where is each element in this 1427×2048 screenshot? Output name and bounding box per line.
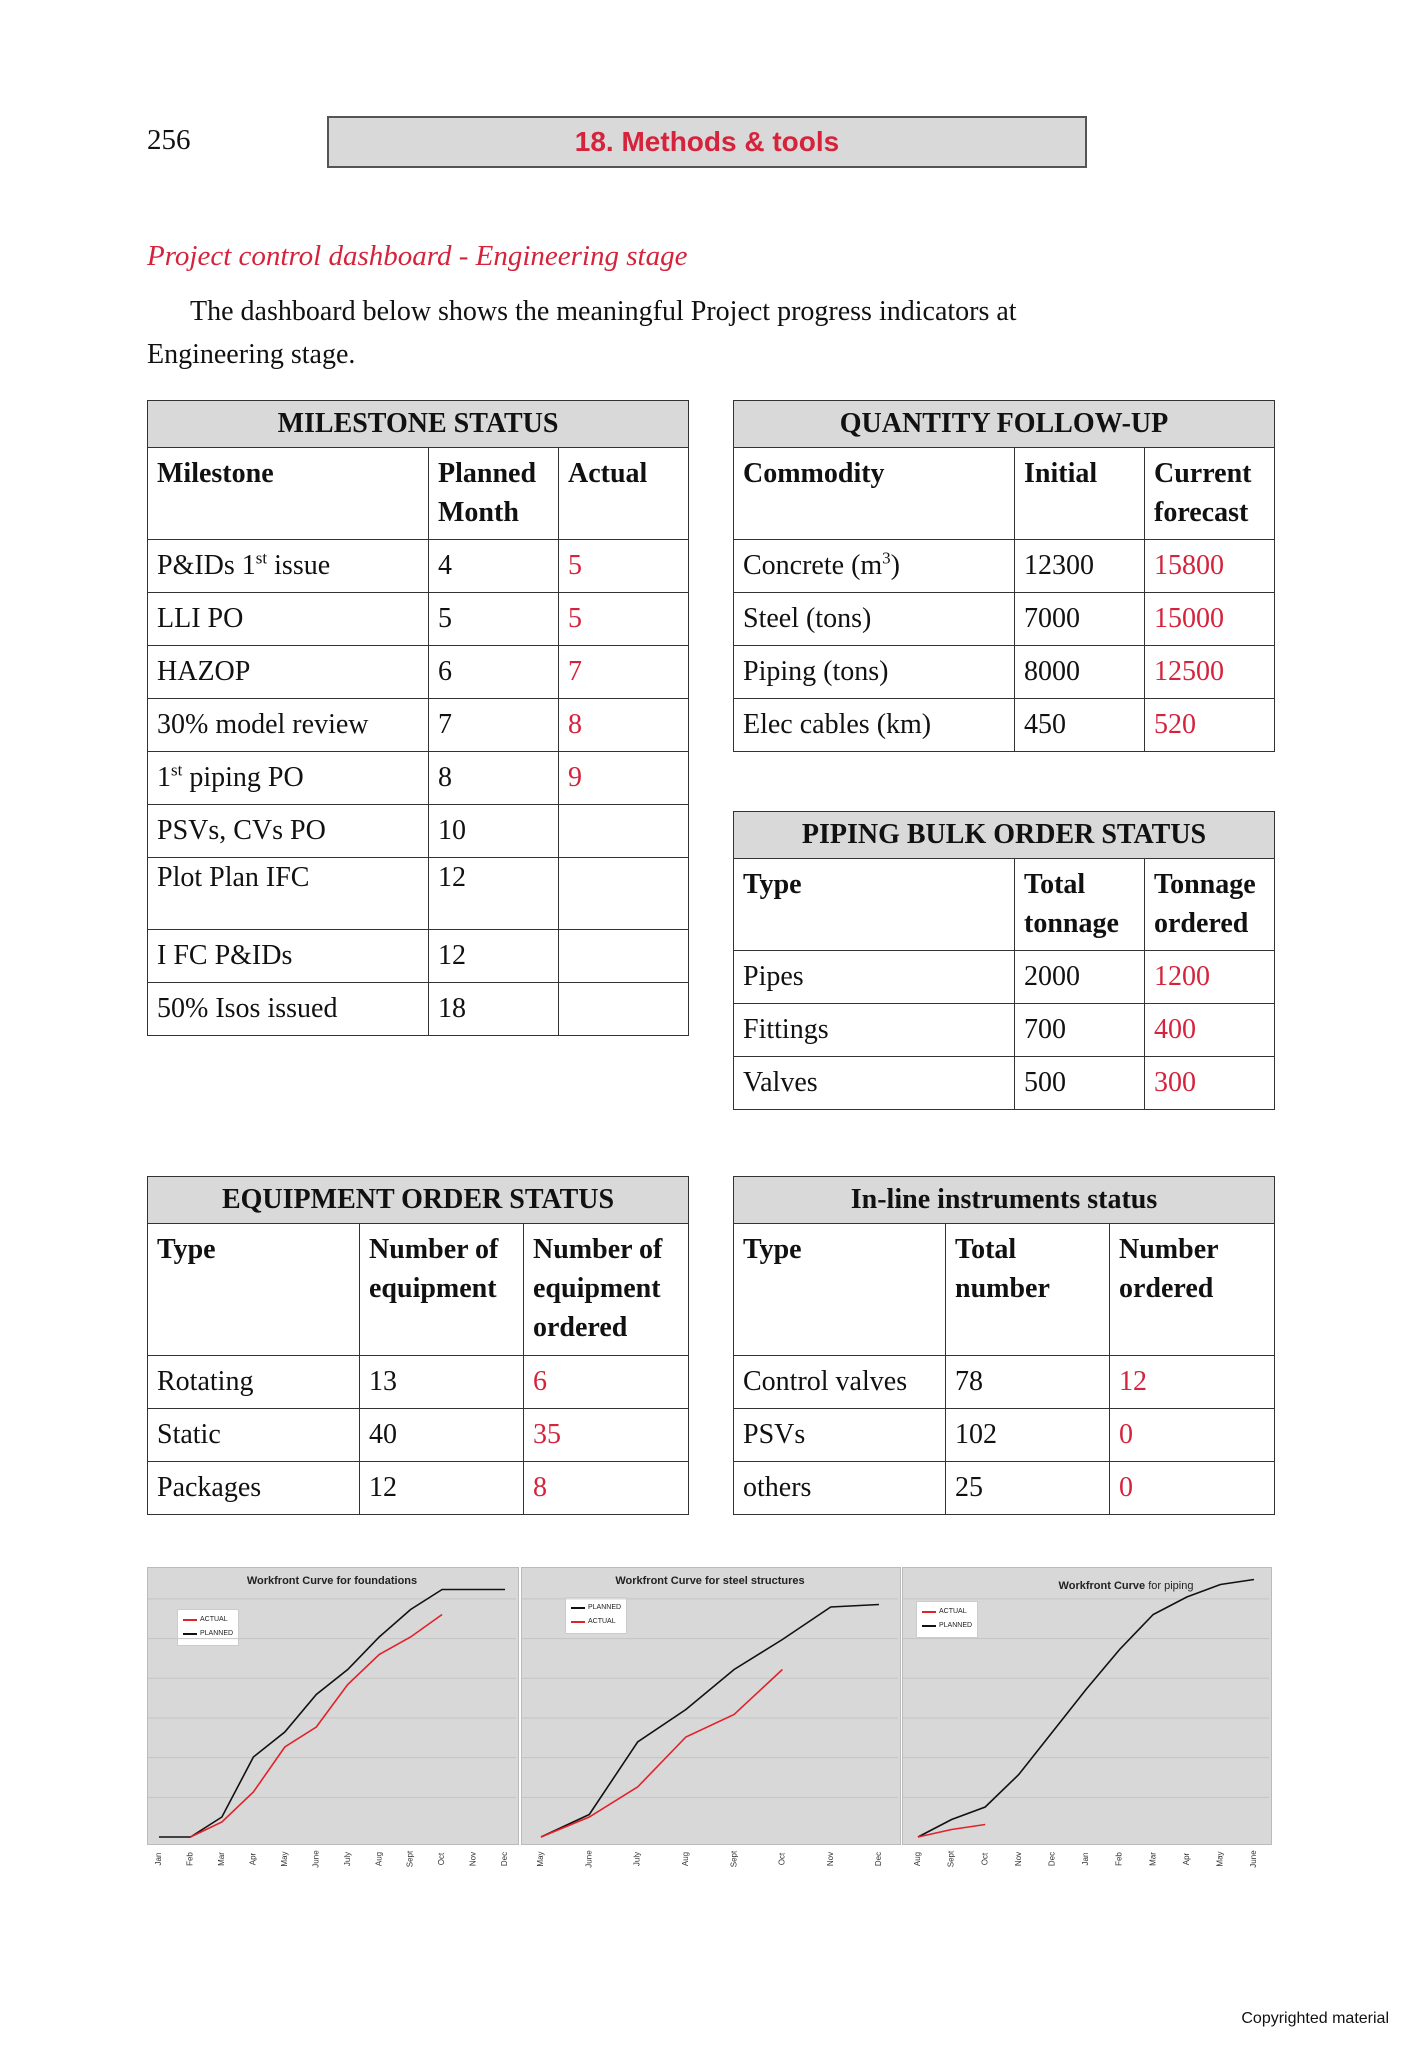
table-cell: Fittings — [734, 1004, 1015, 1057]
cell-text: piping PO — [182, 762, 304, 793]
table-row — [148, 1462, 689, 1515]
table-cell — [559, 805, 689, 858]
cell-text: PSVs, CVs PO — [157, 815, 326, 846]
x-tick-label: Aug — [680, 1851, 690, 1867]
intro-paragraph — [147, 290, 1277, 376]
table-cell: Control valves — [734, 1356, 946, 1409]
table-cell — [148, 805, 429, 858]
table-cell — [734, 593, 1015, 646]
column-header: Total number — [946, 1224, 1110, 1356]
table-cell: 500 — [1015, 1057, 1145, 1110]
series-line-actual — [541, 1670, 782, 1838]
chapter-title: 18. Methods & tools — [327, 116, 1087, 168]
piping-chart — [902, 1567, 1270, 1887]
legend-label: PLANNED — [200, 1630, 234, 1637]
table-cell: Pipes — [734, 951, 1015, 1004]
table-cell: Static — [148, 1409, 360, 1462]
chart-title: Workfront Curve for steel structures — [615, 1575, 805, 1587]
cell-text: 30% model review — [157, 709, 369, 740]
x-tick-label: Oct — [437, 1852, 447, 1866]
x-tick-label: Feb — [185, 1852, 195, 1866]
cell-text: Steel (tons) — [743, 603, 872, 634]
column-header: Type — [734, 859, 1015, 951]
section-title: Project control dashboard - Engineering stage — [147, 240, 688, 272]
table-cell: 12500 — [1145, 646, 1275, 699]
x-tick-label: Dec — [500, 1851, 510, 1867]
table-cell: 5 — [429, 593, 559, 646]
cell-text: Plot Plan IFC — [157, 862, 310, 893]
table-cell — [148, 930, 429, 983]
x-tick-label: May — [279, 1851, 289, 1867]
column-header: Actual — [559, 448, 689, 540]
x-tick-label: Nov — [468, 1851, 478, 1867]
table-cell: 0 — [1110, 1462, 1275, 1515]
table-caption: QUANTITY FOLLOW-UP — [734, 401, 1275, 448]
series-line-actual — [918, 1825, 985, 1838]
table-row — [148, 646, 689, 699]
table-row — [148, 752, 689, 805]
table-cell — [148, 752, 429, 805]
table-cell — [148, 593, 429, 646]
superscript: st — [171, 760, 183, 780]
x-tick-label: Sept — [405, 1850, 415, 1868]
cell-text: ) — [890, 550, 900, 581]
table-cell: 12300 — [1015, 540, 1145, 593]
table-cell: 8000 — [1015, 646, 1145, 699]
table-cell: 400 — [1145, 1004, 1275, 1057]
chart-svg — [147, 1567, 517, 1887]
column-header: Current forecast — [1145, 448, 1275, 540]
superscript: 3 — [882, 548, 891, 568]
table-caption: EQUIPMENT ORDER STATUS — [148, 1177, 689, 1224]
x-tick-label: Feb — [1114, 1852, 1124, 1866]
table-cell: 15800 — [1145, 540, 1275, 593]
table-cell: 13 — [360, 1356, 524, 1409]
series-line-planned — [159, 1590, 505, 1838]
column-header: Number of equipment — [360, 1224, 524, 1356]
table-row — [734, 540, 1275, 593]
table-cell: 7 — [429, 699, 559, 752]
table-cell: 2000 — [1015, 951, 1145, 1004]
table-cell: Valves — [734, 1057, 1015, 1110]
x-tick-label: Oct — [980, 1852, 990, 1866]
table-cell — [734, 699, 1015, 752]
table-cell: 40 — [360, 1409, 524, 1462]
table-cell: 5 — [559, 593, 689, 646]
table-cell: 0 — [1110, 1409, 1275, 1462]
table-cell — [148, 858, 429, 930]
column-header: Tonnage ordered — [1145, 859, 1275, 951]
cell-text: I FC P&IDs — [157, 940, 293, 971]
inline-instruments-table — [733, 1176, 1275, 1515]
x-tick-label: June — [584, 1850, 594, 1868]
table-cell: 300 — [1145, 1057, 1275, 1110]
table-row — [148, 540, 689, 593]
table-cell — [734, 540, 1015, 593]
table-cell — [148, 646, 429, 699]
cell-text: P&IDs 1 — [157, 550, 256, 581]
piping-bulk-order-table — [733, 811, 1275, 1110]
cell-text: Concrete (m — [743, 550, 883, 581]
table-row — [734, 593, 1275, 646]
table-row — [148, 983, 689, 1036]
column-header: Milestone — [148, 448, 429, 540]
table-row — [734, 951, 1275, 1004]
column-header: Type — [148, 1224, 360, 1356]
column-header: Commodity — [734, 448, 1015, 540]
legend-label: ACTUAL — [200, 1616, 228, 1623]
quantity-follow-up-table — [733, 400, 1275, 752]
table-caption: PIPING BULK ORDER STATUS — [734, 812, 1275, 859]
table-cell: 12 — [1110, 1356, 1275, 1409]
table-row — [148, 1356, 689, 1409]
cell-text: issue — [267, 550, 331, 581]
cell-text: 50% Isos issued — [157, 993, 338, 1024]
table-cell: 102 — [946, 1409, 1110, 1462]
table-cell: 7000 — [1015, 593, 1145, 646]
legend-label: PLANNED — [588, 1604, 622, 1611]
table-cell: 700 — [1015, 1004, 1145, 1057]
x-tick-label: Jan — [1081, 1852, 1091, 1866]
table-cell — [148, 540, 429, 593]
cell-text: Elec cables (km) — [743, 709, 932, 740]
foundations-chart — [147, 1567, 517, 1887]
x-tick-label: Apr — [1181, 1852, 1191, 1866]
table-cell — [559, 858, 689, 930]
column-header: Type — [734, 1224, 946, 1356]
x-tick-label: Mar — [1148, 1852, 1158, 1866]
table-row — [734, 699, 1275, 752]
page-number: 256 — [147, 124, 191, 156]
table-row — [148, 593, 689, 646]
x-tick-label: Mar — [217, 1852, 227, 1866]
x-tick-label: June — [1249, 1850, 1259, 1868]
table-cell: 35 — [524, 1409, 689, 1462]
table-cell: 8 — [559, 699, 689, 752]
equipment-order-table — [147, 1176, 689, 1515]
chart-svg — [902, 1567, 1270, 1887]
x-tick-label: Oct — [777, 1852, 787, 1866]
table-cell: Rotating — [148, 1356, 360, 1409]
chart-title-bold: Workfront Curve — [1058, 1580, 1146, 1592]
table-cell: 10 — [429, 805, 559, 858]
steel-structures-chart — [521, 1567, 899, 1887]
table-caption: In-line instruments status — [734, 1177, 1275, 1224]
cell-text: 1 — [157, 762, 171, 793]
table-cell: 4 — [429, 540, 559, 593]
series-line-planned — [541, 1605, 879, 1838]
table-cell — [734, 646, 1015, 699]
table-cell: 78 — [946, 1356, 1110, 1409]
table-cell: 15000 — [1145, 593, 1275, 646]
x-tick-label: Aug — [374, 1851, 384, 1867]
table-cell: 12 — [429, 930, 559, 983]
x-tick-label: Sept — [946, 1850, 956, 1868]
table-cell: 7 — [559, 646, 689, 699]
table-cell: 450 — [1015, 699, 1145, 752]
table-cell: 8 — [524, 1462, 689, 1515]
table-cell — [148, 983, 429, 1036]
intro-line-2: Engineering stage. — [147, 339, 356, 370]
table-cell: 25 — [946, 1462, 1110, 1515]
x-tick-label: Jan — [154, 1852, 164, 1866]
legend-label: PLANNED — [939, 1622, 973, 1629]
series-line-planned — [918, 1580, 1254, 1838]
table-row — [734, 1356, 1275, 1409]
cell-text: HAZOP — [157, 656, 251, 687]
table-row — [148, 1409, 689, 1462]
copyright-notice: Copyrighted material — [1241, 2010, 1389, 2027]
table-row — [734, 1409, 1275, 1462]
cell-text: Piping (tons) — [743, 656, 889, 687]
chart-title-rest: for piping — [1145, 1580, 1194, 1592]
column-header: Number ordered — [1110, 1224, 1275, 1356]
table-cell: 1200 — [1145, 951, 1275, 1004]
table-row — [734, 1462, 1275, 1515]
x-tick-label: June — [311, 1850, 321, 1868]
table-cell: 8 — [429, 752, 559, 805]
table-cell: 6 — [524, 1356, 689, 1409]
x-tick-label: Aug — [913, 1851, 923, 1867]
x-tick-label: Dec — [874, 1851, 884, 1867]
table-row — [148, 805, 689, 858]
table-row — [148, 858, 689, 930]
x-tick-label: Nov — [1013, 1851, 1023, 1867]
table-cell — [148, 699, 429, 752]
table-cell: Packages — [148, 1462, 360, 1515]
table-row — [734, 1057, 1275, 1110]
chart-title: Workfront Curve for foundations — [246, 1575, 418, 1587]
table-row — [148, 930, 689, 983]
superscript: st — [255, 548, 268, 568]
chart-svg — [521, 1567, 899, 1887]
table-cell — [559, 983, 689, 1036]
column-header: Initial — [1015, 448, 1145, 540]
table-cell: 12 — [360, 1462, 524, 1515]
table-cell: PSVs — [734, 1409, 946, 1462]
x-tick-label: July — [632, 1851, 642, 1867]
table-row — [734, 646, 1275, 699]
table-cell: 18 — [429, 983, 559, 1036]
column-header: Planned Month — [429, 448, 559, 540]
x-tick-label: Dec — [1047, 1851, 1057, 1867]
intro-line-1: The dashboard below shows the meaningful Project progress indicators at — [190, 296, 1017, 327]
column-header: Number of equipment ordered — [524, 1224, 689, 1356]
legend-label: ACTUAL — [939, 1608, 967, 1615]
table-caption: MILESTONE STATUS — [148, 401, 689, 448]
x-tick-label: May — [536, 1851, 546, 1867]
x-tick-label: May — [1215, 1851, 1225, 1867]
x-tick-label: Apr — [248, 1852, 258, 1866]
table-cell: 6 — [429, 646, 559, 699]
table-row — [148, 699, 689, 752]
x-tick-label: Nov — [825, 1851, 835, 1867]
table-cell: 520 — [1145, 699, 1275, 752]
column-header: Total tonnage — [1015, 859, 1145, 951]
x-tick-label: Sept — [729, 1850, 739, 1868]
cell-text: LLI PO — [157, 603, 244, 634]
x-tick-label: July — [342, 1851, 352, 1867]
table-row — [734, 1004, 1275, 1057]
milestone-status-table — [147, 400, 689, 1036]
table-cell: 9 — [559, 752, 689, 805]
table-cell: 5 — [559, 540, 689, 593]
legend-label: ACTUAL — [588, 1618, 616, 1625]
table-cell — [559, 930, 689, 983]
table-cell: others — [734, 1462, 946, 1515]
table-cell: 12 — [429, 858, 559, 930]
